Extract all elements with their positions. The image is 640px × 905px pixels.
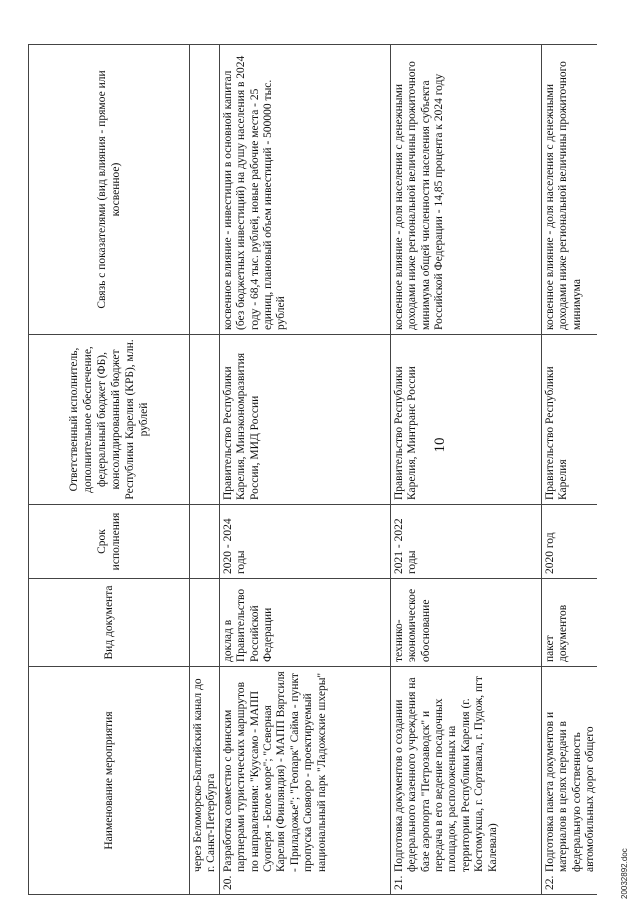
row-link: косвенное влияние - инвестиции в основной капитал (без бюджетных инвестиций) на душу населения в 2024 году - 68,4 тыс. рублей, новые рабочие места - 25 единиц, плановый объем инвестиций - 500000 тыс. рублей <box>221 55 288 330</box>
row-doc-type: пакет документов <box>543 604 570 662</box>
row-name: Подготовка пакета документов и материалов в целях передачи в федеральную собственность автомобильных дорог общего <box>543 711 597 872</box>
row-term: 2020 год <box>543 532 556 574</box>
row-doc-type-cell <box>190 579 220 667</box>
row-term-cell <box>190 505 220 579</box>
header-link: Связь с показателями (вид влияния - прямое или косвенное) <box>96 70 122 309</box>
header-doc-type: Вид документа <box>103 585 115 660</box>
row-number: 20. <box>221 875 234 890</box>
row-term-cell <box>390 505 541 579</box>
header-link-cell <box>29 45 190 335</box>
row-doc-type-cell <box>541 579 597 667</box>
row-link <box>190 45 192 334</box>
measures-table <box>28 44 597 895</box>
row-responsible-cell <box>390 335 541 505</box>
row-responsible-cell <box>190 335 220 505</box>
row-responsible-cell <box>219 335 390 505</box>
row-name-cell <box>541 667 597 895</box>
row-responsible: Правительство Республики Карелия, Минэкономразвития России, МИД России <box>221 352 261 500</box>
row-term-cell <box>541 505 597 579</box>
page-number: 10 <box>432 437 448 453</box>
row-term: 2021 - 2022 годы <box>392 518 419 574</box>
row-responsible: Правительство Республики Карелия, Минтранс России <box>392 366 419 500</box>
row-name-cell <box>390 667 541 895</box>
row-doc-type-cell <box>219 579 390 667</box>
row-doc-type-cell <box>390 579 541 667</box>
header-name-cell <box>29 667 190 895</box>
row-link-cell <box>390 45 541 335</box>
row-responsible-cell <box>541 335 597 505</box>
table-header-row <box>29 45 190 895</box>
header-responsible: Ответственный исполнитель, дополнительное обеспечение, федеральный бюджет (ФБ), консолидированный бюджет Республики Карелия (КРБ), млн. рублей <box>68 339 150 500</box>
table-row <box>390 45 541 895</box>
row-responsible <box>190 335 192 504</box>
row-link-cell <box>541 45 597 335</box>
row-number: 22. <box>543 875 556 890</box>
header-name: Наименование мероприятия <box>103 711 115 850</box>
row-term-cell <box>219 505 390 579</box>
row-doc-type <box>190 579 192 666</box>
header-doc-type-cell <box>29 579 190 667</box>
row-name: Подготовка документов о создании федерального казенного учреждения на базе аэропорта "Петрозаводск" и передача в его ведение посадочных площадок, расположенных на территории Республики Карелия (г. Костомукша, г. Сортавала, г. Пудож, пгт Калевала) <box>392 676 499 872</box>
row-doc-type: доклад в Правительство Российской Федерации <box>221 588 275 662</box>
row-link-cell <box>219 45 390 335</box>
row-link: косвенное влияние - доля населения с денежными доходами ниже региональной величины прожиточного минимума <box>543 61 583 330</box>
table-row <box>190 45 220 895</box>
document-code: 20032892.doc <box>620 848 629 899</box>
table-row <box>541 45 597 895</box>
header-responsible-cell <box>29 335 190 505</box>
row-number: 21. <box>392 875 405 890</box>
row-link: косвенное влияние - доля населения с денежными доходами ниже региональной величины прожиточного минимума общей численности населения субъекта Российской Федерации - 14,85 процента к 2024 году <box>392 61 446 330</box>
row-term <box>190 505 192 578</box>
row-term: 2020 - 2024 годы <box>221 518 248 574</box>
row-link-cell <box>190 45 220 335</box>
header-term-cell <box>29 505 190 579</box>
row-doc-type: технико-экономическое обоснование <box>392 588 432 662</box>
row-name: Разработка совместно с финским партнерами туристических маршрутов по направлениям: "Куусамо - МАПП Суоперя - Белое море"; "Северная Карелия (Финляндия) - МАПП Вяртсиля - Приладожье"; "Геопарк" Сайма - пункт пропуска Сювяоро - проектируемый национальный парк "Ладожские шхеры" <box>221 671 328 872</box>
row-responsible: Правительство Республики Карелия <box>543 366 570 500</box>
row-name-cell <box>219 667 390 895</box>
row-name-cell <box>190 667 220 895</box>
table-row <box>219 45 390 895</box>
header-term: Срок исполнения <box>96 512 122 571</box>
row-name: через Беломорско-Балтийский канал до г. Санкт-Петербурга <box>192 678 218 872</box>
